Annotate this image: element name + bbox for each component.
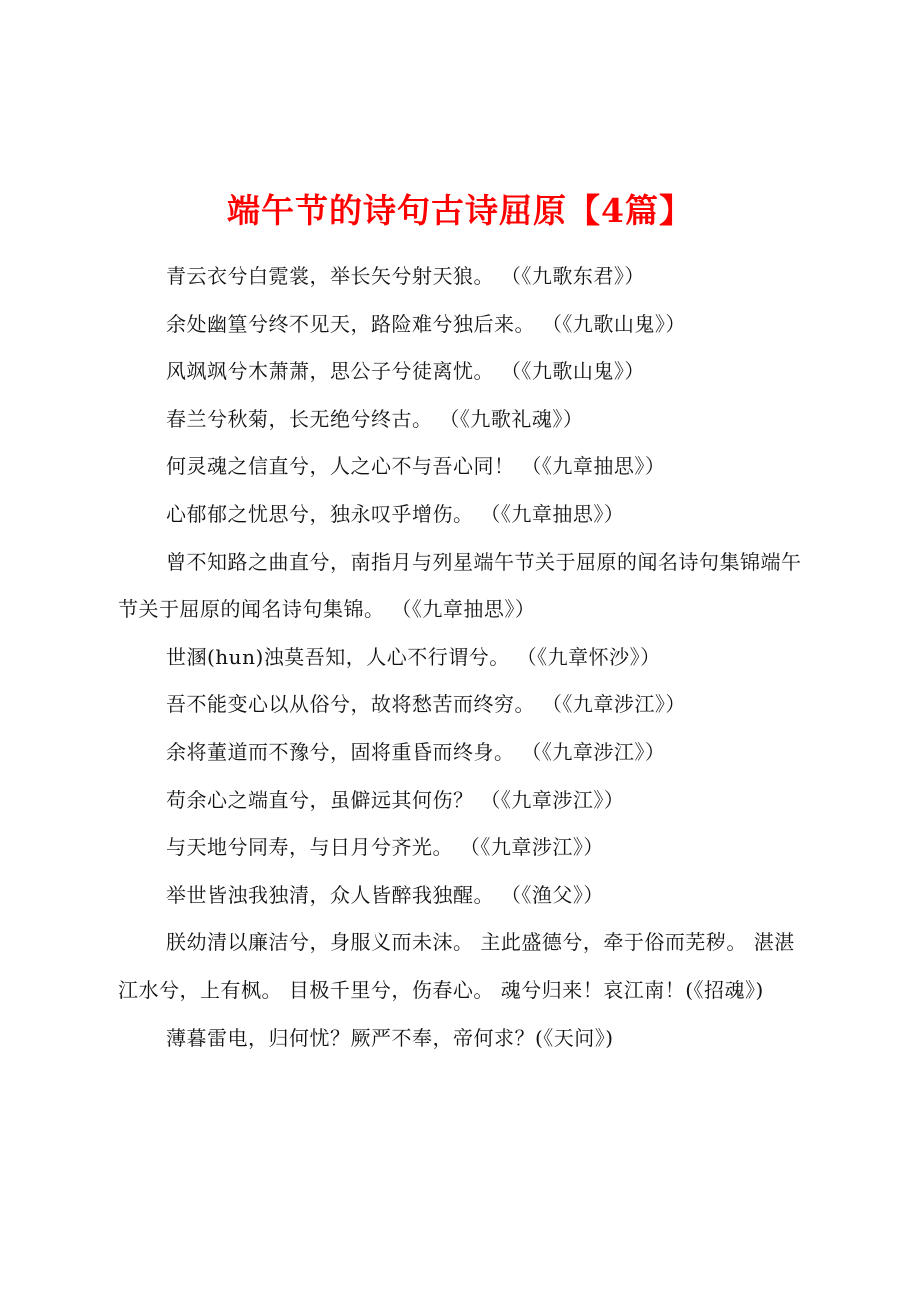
paragraph: 余将董道而不豫兮，固将重昏而终身。 （《九章涉江》）	[166, 739, 666, 764]
paragraph: 心郁郁之忧思兮，独永叹乎增伤。 （《九章抽思》）	[166, 501, 625, 526]
paragraph: 曾不知路之曲直兮，南指月与列星端午节关于屈原的闻名诗句集锦端午节关于屈原的闻名诗句集锦。 （《九章抽思》）	[118, 549, 802, 622]
paragraph: 春兰兮秋菊，长无绝兮终古。 （《九歌礼魂》）	[166, 406, 584, 431]
paragraph: 余处幽篁兮终不见天，路险难兮独后来。 （《九歌山鬼》）	[166, 311, 686, 336]
paragraph: 与天地兮同寿，与日月兮齐光。 （《九章涉江》）	[166, 835, 604, 860]
document-body	[118, 253, 808, 1062]
paragraph: 青云衣兮白霓裳，举长矢兮射天狼。 （《九歌东君》）	[166, 264, 645, 288]
paragraph: 苟余心之端直兮，虽僻远其何伤？ （《九章涉江》）	[166, 787, 625, 812]
paragraph: 吾不能变心以从俗兮，故将愁苦而终穷。 （《九章涉江》）	[166, 692, 686, 717]
paragraph: 薄暮雷电，归何忧？厥严不奉，帝何求？(《天问》)	[166, 1025, 614, 1050]
paragraph: 风飒飒兮木萧萧，思公子兮徒离忧。 （《九歌山鬼》）	[166, 359, 645, 384]
paragraph: 举世皆浊我独清，众人皆醉我独醒。 （《渔父》）	[166, 882, 604, 907]
paragraph: 世溷(hun)浊莫吾知，人心不行谓兮。 （《九章怀沙》）	[166, 644, 661, 669]
paragraph: 何灵魂之信直兮，人之心不与吾心同！ （《九章抽思》）	[166, 454, 666, 479]
paragraph: 朕幼清以廉洁兮，身服义而未沫。 主此盛德兮，牵于俗而芜秽。 湛湛江水兮，上有枫。 目极千里兮，伤春心。 魂兮归来！哀江南！(《招魂》)	[118, 930, 795, 1002]
document-title: 端午节的诗句古诗屈原【4篇】	[227, 191, 693, 230]
